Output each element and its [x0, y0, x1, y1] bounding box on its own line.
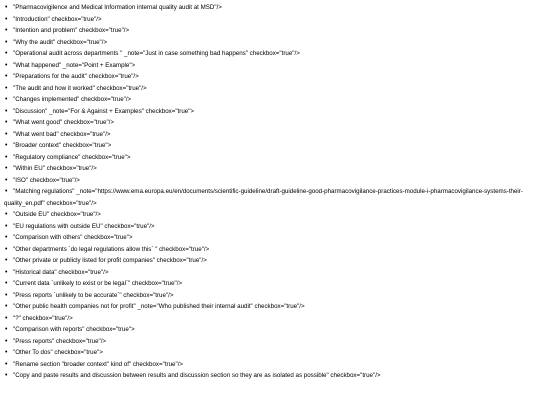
list-item-text: "Current data `unlikely to exist or be legal`" checkbox="true"/>	[13, 280, 183, 287]
list-item	[4, 25, 536, 37]
list-item-text: "What went good" checkbox="true"/>	[13, 119, 114, 126]
list-item-text: "Other To dos" checkbox="true">	[13, 349, 103, 356]
bullet-icon: •	[5, 130, 8, 138]
list-item-text: "Comparison with reports" checkbox="true">	[13, 326, 135, 333]
list-item	[4, 129, 536, 141]
list-item-text: "Pharmacovigilence and Medical Information internal quality audit at MSD"/>	[13, 4, 222, 11]
list-item	[4, 313, 536, 325]
bullet-icon: •	[5, 211, 8, 218]
bullet-icon: •	[5, 119, 8, 126]
bullet-icon: •	[5, 27, 8, 34]
list-item	[4, 359, 536, 371]
bullet-icon: •	[5, 222, 8, 230]
bullet-icon: •	[5, 107, 8, 115]
list-item-text: "Other public health companies not for profit" _note="Who published their internal audit" checkbox="true"/>	[13, 303, 305, 310]
list-item-text: "The audit and how it worked" checkbox="true"/>	[13, 84, 147, 92]
bullet-icon: •	[5, 142, 8, 149]
list-item-text: "What happened" _note="Point + Example">	[13, 61, 136, 69]
list-item-text: "Copy and paste results and discussion between results and discussion section so they are as isolated as possible" checkbox="true"/>	[13, 372, 381, 379]
bullet-icon: •	[5, 4, 8, 11]
list-item	[4, 14, 536, 26]
bullet-icon: •	[5, 326, 8, 333]
list-item	[4, 347, 536, 359]
bullet-icon: •	[5, 360, 8, 368]
bullet-icon: •	[5, 349, 8, 356]
list-item	[4, 37, 536, 49]
list-item-text: "?" checkbox="true"/>	[13, 314, 73, 322]
list-item	[4, 324, 536, 336]
list-item-text: "Rename section "broader context" kind of" checkbox="true"/>	[13, 360, 184, 368]
list-item-text: "Comparison with others" checkbox="true">	[13, 234, 133, 241]
list-item	[4, 232, 536, 244]
list-item	[4, 244, 536, 256]
list-item-text: "Other private or publicly listed for profit companies" checkbox="true"/>	[13, 257, 207, 264]
list-item-text: "Matching regulations" _note="https://www.ema.europa.eu/en/documents/scientific-guideline/draft-guideline-good-pharmacovigilance-practices-module-i-pharmacovigilance-systems-their-quality_en.pdf" checkbox="true"/>	[4, 188, 523, 207]
bullet-icon: •	[5, 280, 8, 287]
bullet-icon: •	[5, 188, 8, 195]
list-item-text: "Preparations for the audit" checkbox="true"/>	[13, 73, 139, 80]
list-item-text: "Within EU" checkbox="true"/>	[13, 165, 97, 172]
bullet-icon: •	[5, 15, 8, 23]
list-item-text: "Why the audit" checkbox="true"/>	[13, 38, 108, 46]
bullet-icon: •	[5, 96, 8, 103]
list-item	[4, 83, 536, 95]
bullet-icon: •	[5, 372, 8, 379]
bullet-icon: •	[5, 50, 8, 57]
bullet-icon: •	[5, 303, 8, 310]
bullet-icon: •	[5, 153, 8, 161]
list-item	[4, 301, 536, 313]
list-item-text: "Outside EU" checkbox="true"/>	[13, 211, 101, 218]
list-item-text: "ISO" checkbox="true"/>	[13, 176, 80, 184]
list-item	[4, 186, 536, 209]
list-item	[4, 60, 536, 72]
list-item-text: "Press reports `unlikely to be accurate`" checkbox="true"/>	[13, 291, 174, 299]
list-item-text: "Operational audit across departments " _note="Just in case something bad happens" checkbox="true"/>	[13, 50, 300, 57]
list-item	[4, 175, 536, 187]
list-item	[4, 48, 536, 60]
list-item	[4, 290, 536, 302]
bullet-icon: •	[5, 38, 8, 46]
list-item	[4, 106, 536, 118]
list-item-text: "What went bad" checkbox="true"/>	[13, 130, 111, 138]
bullet-icon: •	[5, 337, 8, 345]
list-item	[4, 209, 536, 221]
bullet-icon: •	[5, 234, 8, 241]
list-item	[4, 71, 536, 83]
bullet-icon: •	[5, 245, 8, 253]
list-item-text: "Changes implemented" checkbox="true"/>	[13, 96, 132, 103]
bullet-icon: •	[5, 176, 8, 184]
list-item-text: "Introduction" checkbox="true"/>	[13, 15, 102, 23]
list-item-text: "Regulatory compliance" checkbox="true">	[13, 153, 131, 161]
list-item	[4, 278, 536, 290]
bullet-icon: •	[5, 257, 8, 264]
list-item	[4, 267, 536, 279]
bullet-icon: •	[5, 73, 8, 80]
bullet-icon: •	[5, 268, 8, 276]
list-item	[4, 163, 536, 175]
bullet-icon: •	[5, 314, 8, 322]
list-item	[4, 140, 536, 152]
list-item	[4, 152, 536, 164]
list-item-text: "Discussion" _note="For & Against + Examples" checkbox="true">	[13, 107, 195, 115]
list-item	[4, 221, 536, 233]
list-item	[4, 2, 536, 14]
list-item-text: "Broader context" checkbox="true">	[13, 142, 112, 149]
list-item	[4, 336, 536, 348]
bullet-icon: •	[5, 61, 8, 69]
list-item	[4, 255, 536, 267]
list-item-text: "Intention and problem" checkbox="true"/>	[13, 27, 130, 34]
bullet-icon: •	[5, 165, 8, 172]
list-item-text: "EU regulations with outside EU" checkbox="true"/>	[13, 222, 155, 230]
list-item	[4, 370, 536, 382]
list-item-text: "Press reports" checkbox="true"/>	[13, 337, 107, 345]
bullet-icon: •	[5, 84, 8, 92]
list-item	[4, 94, 536, 106]
bullet-icon: •	[5, 291, 8, 299]
list-item	[4, 117, 536, 129]
list-item-text: "Historical data" checkbox="true"/>	[13, 268, 109, 276]
list-item-text: "Other departments `do legal regulations allow this` " checkbox="true"/>	[13, 245, 210, 253]
